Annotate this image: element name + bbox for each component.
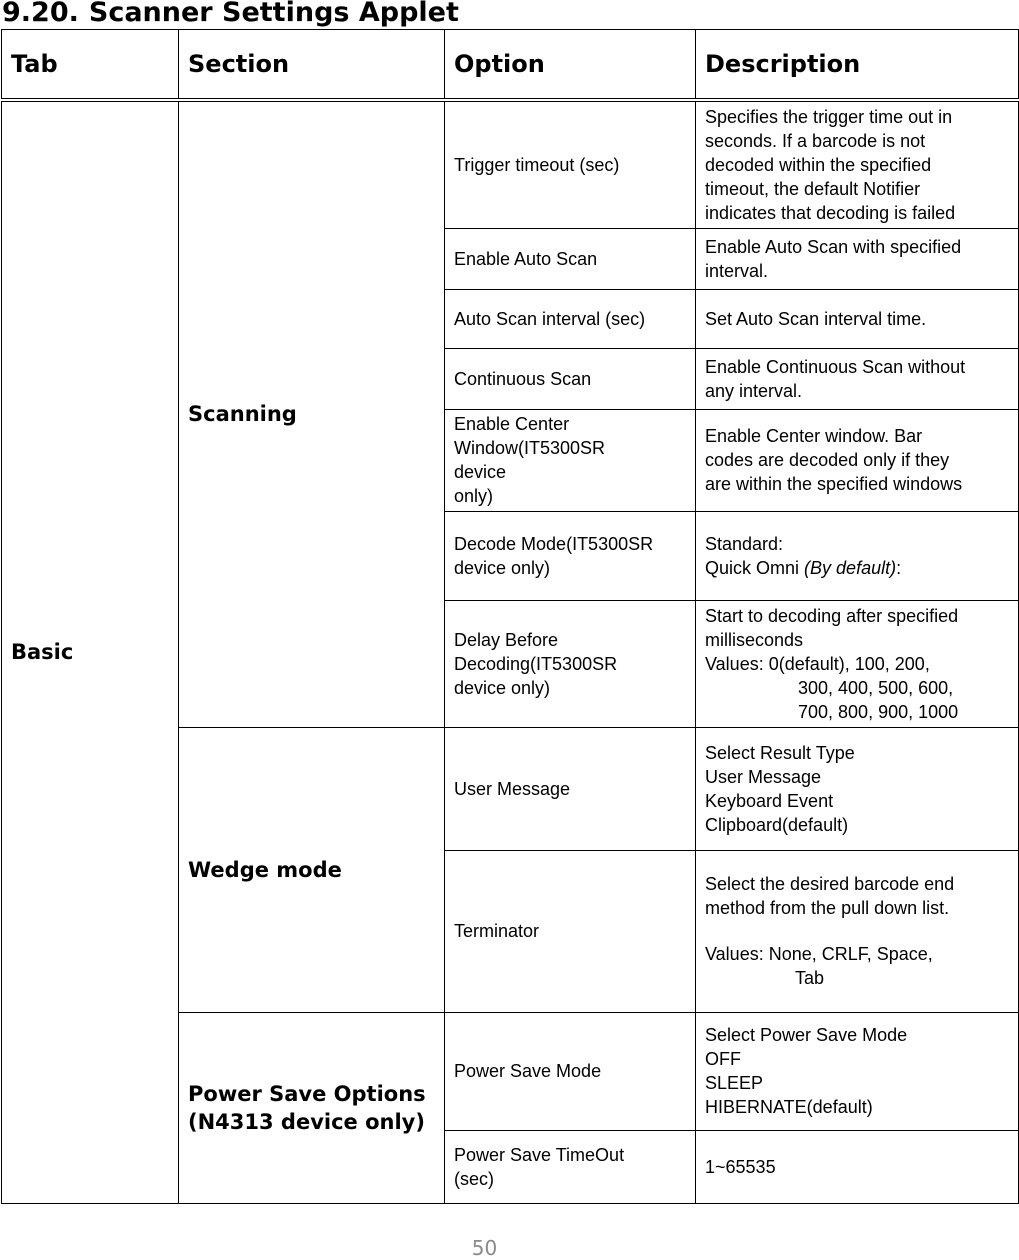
section-power-save-options	[179, 1012, 445, 1203]
option-power-save-timeout	[445, 1130, 696, 1203]
description-line: Clipboard(default)	[705, 814, 849, 835]
header-option: Option	[445, 30, 696, 101]
table-row	[2, 100, 1019, 228]
option-power-save-mode: Power Save Mode	[445, 1012, 696, 1130]
option-user-message: User Message	[445, 727, 696, 850]
description-line: Values: None, CRLF, Space,	[705, 944, 933, 964]
option-line: Delay Before	[454, 629, 559, 650]
option-decode-mode	[445, 511, 696, 600]
option-line: Power Save TimeOut	[454, 1144, 625, 1165]
description-line: are within the specified windows	[705, 474, 963, 494]
description-user-message	[696, 727, 1019, 850]
option-line: device only)	[454, 677, 551, 698]
description-auto-scan	[696, 228, 1019, 289]
description-auto-scan-interval: Set Auto Scan interval time.	[696, 289, 1019, 348]
default-marker: (By default)	[804, 557, 897, 578]
description-line: codes are decoded only if they	[705, 450, 950, 470]
option-line: device	[454, 462, 507, 482]
option-delay-before-decoding	[445, 600, 696, 727]
description-line: Select Power Save Mode	[705, 1025, 908, 1045]
settings-table	[1, 29, 1019, 1204]
description-line: timeout, the default Notifier	[705, 178, 921, 199]
description-line: HIBERNATE(default)	[705, 1097, 873, 1117]
option-line: Enable Center	[454, 414, 570, 434]
description-line	[705, 556, 1012, 580]
section-wedge-mode: Wedge mode	[179, 727, 445, 1012]
spacer	[705, 920, 1012, 942]
description-line: Enable Center window. Bar	[705, 426, 923, 446]
header-tab: Tab	[2, 30, 179, 101]
option-line: Decode Mode(IT5300SR	[454, 533, 654, 554]
description-line: seconds. If a barcode is not	[705, 130, 926, 151]
description-line: decoded within the specified	[705, 154, 932, 175]
option-auto-scan: Enable Auto Scan	[445, 228, 696, 289]
description-line: Enable Auto Scan with specified	[705, 236, 962, 257]
description-decode-mode	[696, 511, 1019, 600]
description-line: Standard:	[705, 533, 784, 554]
description-power-save-timeout: 1~65535	[696, 1130, 1019, 1203]
option-terminator: Terminator	[445, 850, 696, 1012]
quick-omni-label: Quick Omni	[705, 557, 800, 578]
description-line: Specifies the trigger time out in	[705, 106, 953, 127]
description-line: interval.	[705, 260, 769, 281]
description-line: Keyboard Event	[705, 790, 834, 811]
description-line: Start to decoding after specified	[705, 605, 959, 626]
description-line: indicates that decoding is failed	[705, 202, 956, 223]
description-terminator	[696, 850, 1019, 1012]
option-auto-scan-interval: Auto Scan interval (sec)	[445, 289, 696, 348]
section-line: Power Save Options	[188, 1081, 426, 1106]
option-line: Window(IT5300SR	[454, 438, 606, 458]
description-delay-before-decoding	[696, 600, 1019, 727]
option-line: Decoding(IT5300SR	[454, 653, 618, 674]
description-power-save-mode	[696, 1012, 1019, 1130]
section-scanning: Scanning	[179, 100, 445, 727]
description-line: OFF	[705, 1049, 741, 1069]
description-line: milliseconds	[705, 629, 804, 650]
description-line: any interval.	[705, 380, 803, 401]
option-line: device only)	[454, 557, 551, 578]
description-line: method from the pull down list.	[705, 898, 950, 918]
description-line: SLEEP	[705, 1073, 764, 1093]
table-header-row	[2, 30, 1019, 101]
section-number: 9.20.	[2, 0, 79, 28]
option-line: (sec)	[454, 1168, 494, 1189]
header-section: Section	[179, 30, 445, 101]
option-trigger-timeout: Trigger timeout (sec)	[445, 100, 696, 228]
description-line: 300, 400, 500, 600,	[798, 677, 954, 698]
description-line: Select the desired barcode end	[705, 874, 955, 894]
section-heading	[2, 0, 459, 28]
description-line: Tab	[795, 968, 825, 988]
tab-basic: Basic	[2, 100, 179, 1203]
page-number: 50	[471, 1236, 498, 1260]
description-line: 700, 800, 900, 1000	[798, 701, 959, 722]
description-center-window	[696, 409, 1019, 511]
option-center-window	[445, 409, 696, 511]
description-line: Values: 0(default), 100, 200,	[705, 653, 930, 674]
description-line: User Message	[705, 766, 822, 787]
description-trigger-timeout	[696, 100, 1019, 228]
header-description: Description	[696, 30, 1019, 101]
section-title: Scanner Settings Applet	[88, 0, 459, 28]
section-line: (N4313 device only)	[188, 1109, 425, 1134]
option-line: only)	[454, 486, 494, 506]
colon: :	[896, 557, 902, 578]
description-continuous-scan	[696, 348, 1019, 409]
option-continuous-scan: Continuous Scan	[445, 348, 696, 409]
description-line: Enable Continuous Scan without	[705, 356, 966, 377]
description-line: Select Result Type	[705, 742, 855, 763]
